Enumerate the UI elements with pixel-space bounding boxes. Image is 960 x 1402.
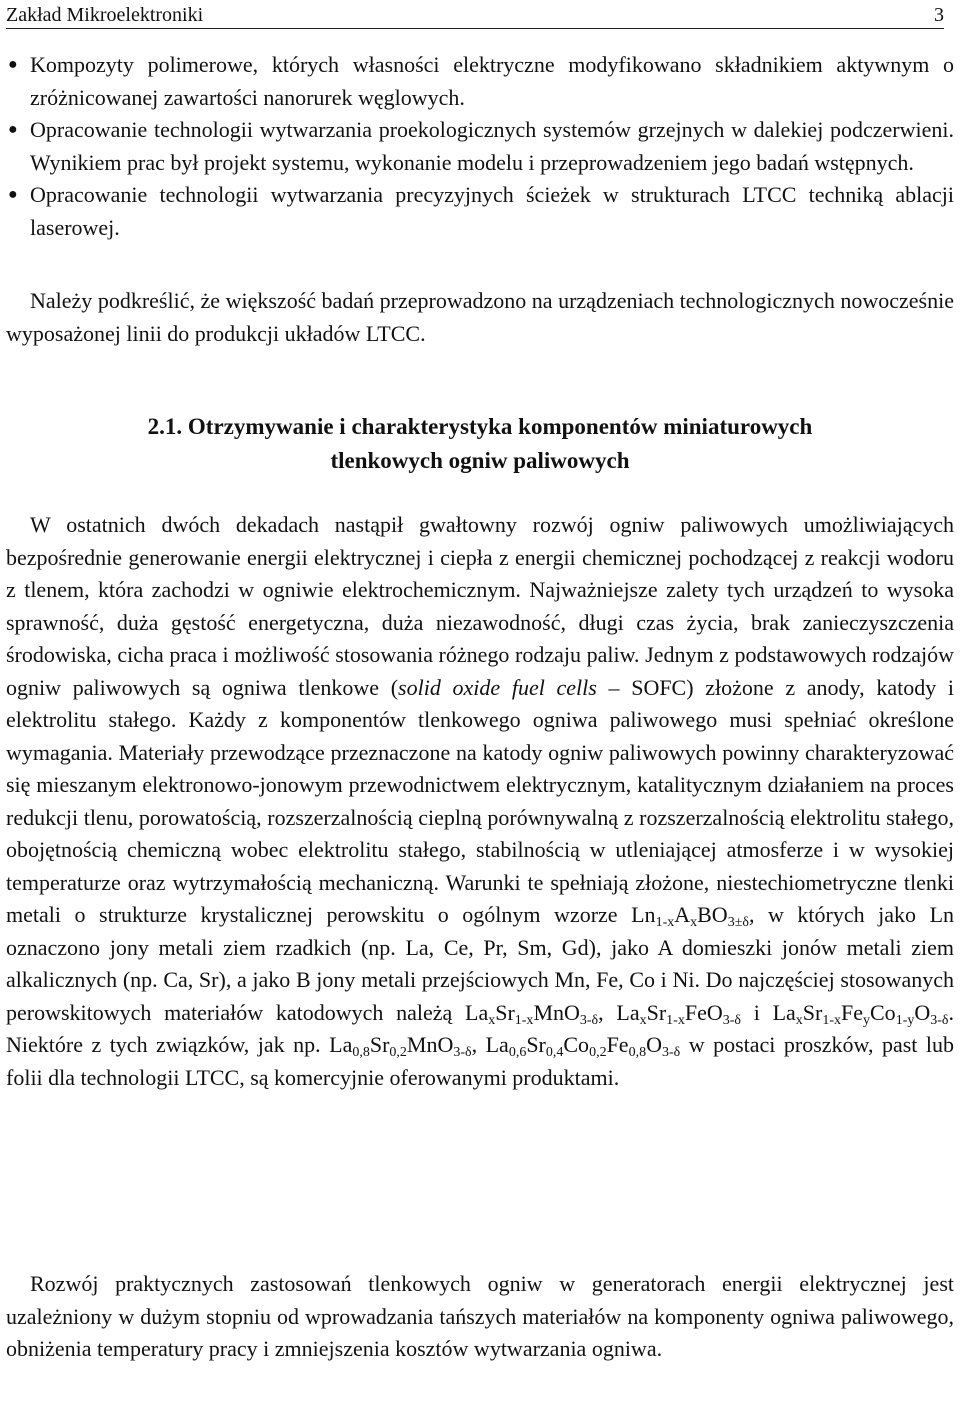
list-item: ● Opracowanie technologii wytwarzania proekologicznych systemów grzejnych w dalekiej podczerwieni. Wynikiem prac był projekt systemu, wykonanie modelu i przeprowadzeniem jego badań wstępnych. xyxy=(6,114,954,179)
section-heading xyxy=(6,410,954,478)
italic-term: solid oxide fuel cells xyxy=(398,674,597,700)
section-number: 2.1. xyxy=(147,414,183,439)
list-item: ● Opracowanie technologii wytwarzania precyzyjnych ścieżek w strukturach LTCC techniką ablacji laserowej. xyxy=(6,179,954,244)
note-paragraph: Należy podkreślić, że większość badań przeprowadzono na urządzeniach technologicznych nowocześnie wyposażonej linii do produkcji układów LTCC. xyxy=(6,288,954,346)
body-paragraph: Rozwój praktycznych zastosowań tlenkowych ogniw w generatorach energii elektrycznej jest uzależniony w dużym stopniu od wprowadzania tańszych materiałów na komponenty ogniwa paliwowego, obniżenia temperatury pracy i zmniejszenia kosztów wytwarzania ogniwa. xyxy=(6,1271,954,1361)
list-item: ● Kompozyty polimerowe, których własności elektryczne modyfikowano składnikiem aktywnym o zróżnicowanej zawartości nanorurek węglowych. xyxy=(6,49,954,114)
section-title-line2: tlenkowych ogniw paliwowych xyxy=(330,448,630,473)
chemical-formula: $La_xSr_{1-x}MnO_{3-\delta}$ xyxy=(465,999,599,1028)
chemical-formula: $La_{0,8}Sr_{0,2}MnO_{3-\delta}$ xyxy=(329,1032,472,1060)
page-number: 3 xyxy=(934,4,944,26)
chemical-formula: $Ln_{1-x}A_xBO_{3\pm\delta}$ xyxy=(631,902,749,930)
section-title-line1: Otrzymywanie i charakterystyka komponentów miniaturowych xyxy=(187,414,813,439)
bullet-icon: ● xyxy=(8,186,18,203)
page-header xyxy=(6,2,944,29)
body-paragraph: W ostatnich dwóch dekadach nastąpił gwałtowny rozwój ogniw paliwowych umożliwiających bezpośrednie generowanie energii elektrycznej i ciepła z energii chemicznej pochodzącej z reakcji wodoru z tlenem, która zachodzi w ogniwie elektrochemicznym. Najważniejsze zalety tych urządzeń to wysoka sprawność, duża gęstość energetyczna, duża niezawodność, długi czas życia, brak zanieczyszczenia środowiska, cicha praca i możliwość stosowania różnego rodzaju paliw. Jednym z podstawowych rodzajów ogniw paliwowych są ogniwa tlenkowe (solid oxide fuel cells – SOFC) złożone z anody, katody i elektrolitu stałego. Każdy z komponentów tlenkowego ogniwa paliwowego musi spełniać określone wymagania. Materiały przewodzące przeznaczone na katody ogniw paliwowych powinny charakteryzować się mieszanym elektronowo-jonowym przewodnictwem elektrycznym, katalitycznym działaniem na proces redukcji tlenu, porowatością, rozszerzalnością cieplną porównywalną z rozszerzalnością elektrolitu stałego, obojętnością chemiczną wobec elektrolitu stałego, stabilnością w utleniającej atmosferze i w wysokiej temperaturze oraz wytrzymałością mechaniczną. Warunki te spełniają złożone, niestechiometryczne tlenki metali o strukturze krystalicznej perowskitu o ogólnym wzorze $Ln_{1-x}A_xBO_{3\pm\delta}$, w których jako Ln oznaczono jony metali ziem rzadkich (np. La, Ce, Pr, Sm, Gd), jako A domieszki jonów metali ziem alkalicznych (np. Ca, Sr), a jako B jony metali przejściowych Mn, Fe, Co i Ni. Do najczęściej stosowanych perowskitowych materiałów katodowych należą $La_xSr_{1-x}MnO_{3-\delta}$, $La_xSr_{1-x}FeO_{3-\delta}$ i $La_xSr_{1-x}Fe_yCo_{1-y}O_{3-\delta}$. Niektóre z tych związków, jak np. $La_{0,8}Sr_{0,2}MnO_{3-\delta}$, $La_{0,6}Sr_{0,4}Co_{0,2}Fe_{0,8}O_{3-\delta}$ w postaci proszków, past lub folii dla technologii LTCC, są komercyjnie oferowanymi produktami. xyxy=(6,512,955,1090)
chemical-formula: $La_xSr_{1-x}Fe_yCo_{1-y}O_{3-\delta}$ xyxy=(772,999,949,1028)
chemical-formula: $La_{0,6}Sr_{0,4}Co_{0,2}Fe_{0,8}O_{3-\delta}$ xyxy=(485,1032,681,1060)
header-department: Zakład Mikroelektroniki xyxy=(6,4,204,26)
bullet-list xyxy=(6,49,954,244)
bullet-icon: ● xyxy=(8,56,18,73)
bullet-icon: ● xyxy=(8,121,18,138)
chemical-formula: $La_xSr_{1-x}FeO_{3-\delta}$ xyxy=(616,999,741,1028)
